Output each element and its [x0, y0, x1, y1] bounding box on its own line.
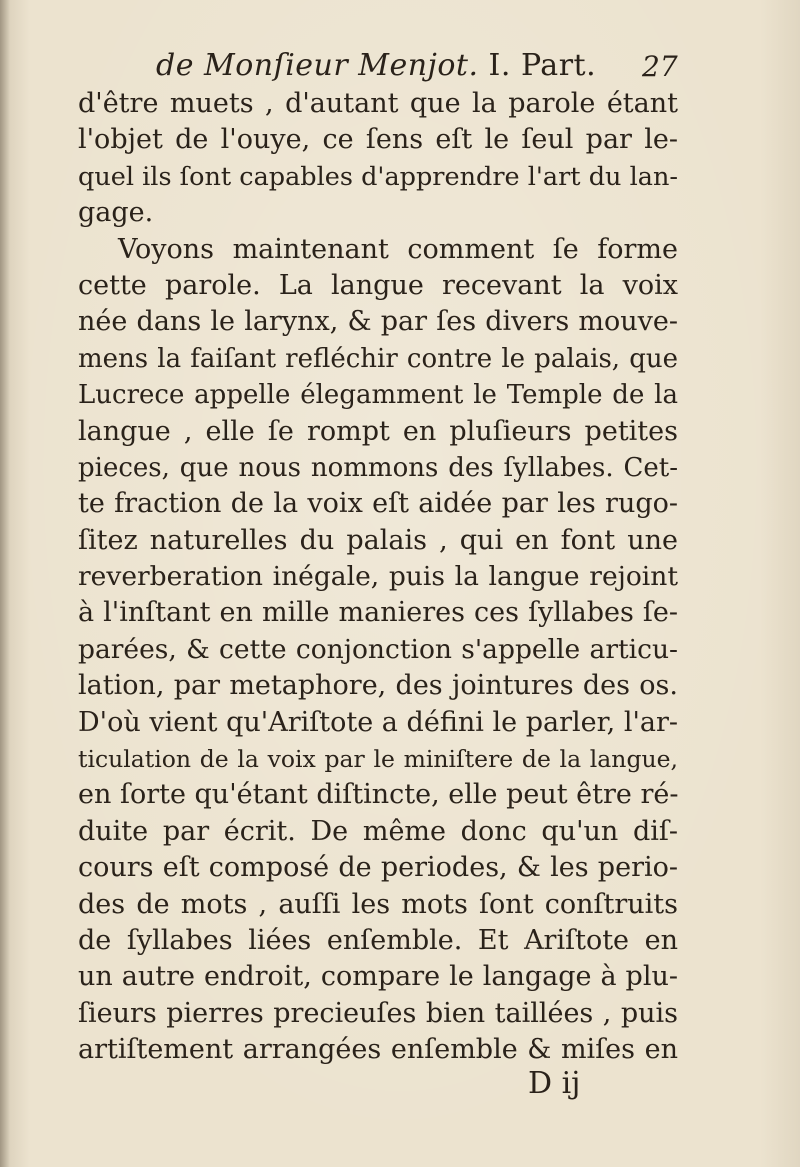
text-line: Lucrece appelle élegamment le Temple de la — [78, 380, 678, 411]
text-line: duite par écrit. De même donc qu'un diſ- — [78, 815, 678, 847]
text-line: l'objet de l'ouye, ce ſens eſt le ſeul par le- — [78, 124, 678, 156]
text-line: D'où vient qu'Ariſtote a défini le parler, l'ar- — [78, 706, 678, 738]
text-line: parées, & cette conjonction s'appelle articu- — [78, 633, 678, 665]
text-line: cette parole. La langue recevant la voix — [78, 269, 678, 301]
page-number: 27 — [642, 50, 678, 83]
text-line: pieces, que nous nommons des ſyllabes. Cet- — [78, 452, 678, 483]
text-line: lation, par metaphore, des jointures des os. — [78, 670, 678, 702]
text-line: quel ils ſont capables d'apprendre l'art du lan- — [78, 161, 678, 192]
text-line: née dans le larynx, & par ſes divers mouve- — [78, 306, 678, 338]
page-header — [0, 40, 800, 90]
running-head — [156, 48, 596, 83]
text-line: Voyons maintenant comment ſe forme — [118, 233, 678, 265]
text-line: en ſorte qu'étant diſtincte, elle peut être ré- — [78, 779, 679, 811]
text-line: ticulation de la voix par le miniſtere de la langue, — [78, 745, 678, 774]
text-line: gage. — [78, 197, 154, 229]
text-line: ſieurs pierres precieuſes bien taillées , puis — [78, 997, 678, 1029]
text-line: reverberation inégale, puis la langue rejoint — [78, 561, 678, 593]
part-label: I. Part. — [488, 48, 597, 83]
signature-mark: D ij — [528, 1066, 581, 1101]
body-text — [78, 86, 678, 1069]
text-line: d'être muets , d'autant que la parole étant — [78, 88, 678, 119]
text-line: artiſtement arrangées enſemble & miſes en — [78, 1034, 678, 1066]
text-line: à l'inſtant en mille manieres ces ſyllabes ſe- — [78, 597, 678, 629]
text-line: ſitez naturelles du palais , qui en font une — [78, 524, 678, 556]
text-line: mens la faiſant refléchir contre le palais, que — [78, 343, 678, 374]
text-line: un autre endroit, compare le langage à plu- — [78, 961, 678, 993]
text-line: cours eſt composé de periodes, & les perio- — [78, 852, 678, 884]
text-line: langue , elle ſe rompt en pluſieurs petites — [78, 415, 678, 447]
text-line: te fraction de la voix eſt aidée par les rugo- — [78, 488, 678, 520]
running-title: de Monſieur Menjot. — [156, 48, 479, 83]
text-line: de ſyllabes liées enſemble. Et Ariſtote en — [78, 924, 678, 956]
text-line: des de mots , auſſi les mots ſont conſtruits — [78, 888, 678, 920]
